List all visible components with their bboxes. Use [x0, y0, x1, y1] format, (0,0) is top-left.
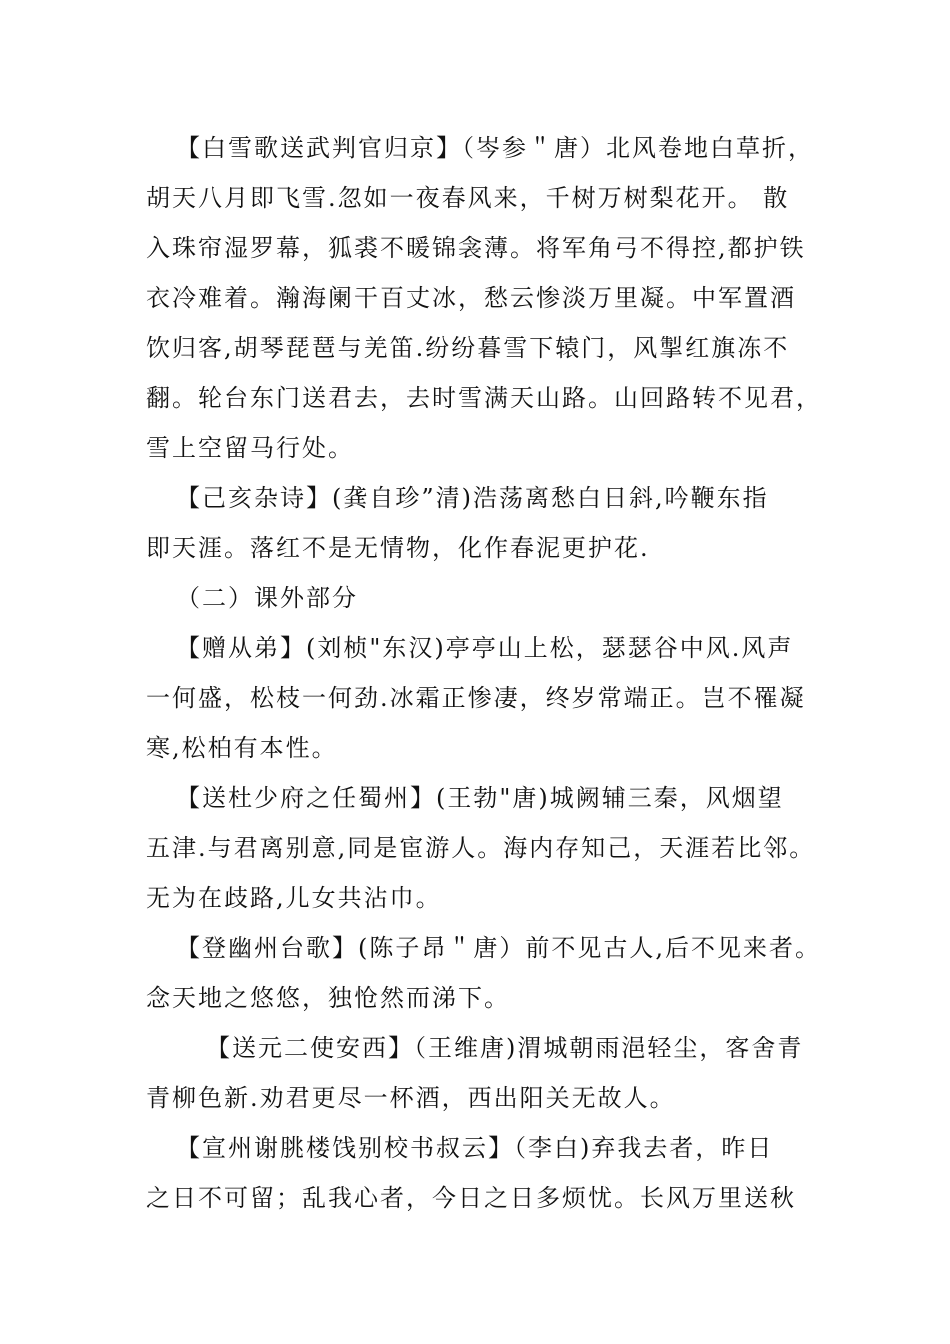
text-line: 雪上空留马行处。 — [146, 434, 354, 462]
section-heading: （二）课外部分 — [176, 584, 358, 612]
text-line: 一何盛，松枝一何劲.冰霜正惨凄，终岁常端正。岂不罹凝 — [146, 684, 806, 712]
text-line: 【宣州谢朓楼饯别校书叔云】（李白)弃我去者，昨日 — [176, 1134, 774, 1162]
text-line: 【己亥杂诗】(龚自珍”清)浩荡离愁白日斜,吟鞭东指 — [176, 484, 769, 512]
text-line: 五津.与君离别意,同是宦游人。海内存知己，天涯若比邻。 — [146, 834, 816, 862]
text-line: 之日不可留；乱我心者，今日之日多烦忧。长风万里送秋 — [146, 1184, 796, 1212]
text-line: 胡天八月即飞雪.忽如一夜春风来，千树万树梨花开。 散 — [146, 184, 790, 212]
text-line: 青柳色新.劝君更尽一杯酒，西出阳关无故人。 — [146, 1084, 676, 1112]
text-line: 衣冷难着。瀚海阑干百丈冰，愁云惨淡万里凝。中军置酒 — [146, 284, 796, 312]
text-line: 念天地之悠悠，独怆然而涕下。 — [146, 984, 510, 1012]
text-line: 饮归客,胡琴琵琶与羌笛.纷纷暮雪下辕门，风掣红旗冻不 — [146, 334, 790, 362]
text-line: 【送杜少府之任蜀州】(王勃"唐)城阙辅三秦，风烟望 — [176, 784, 784, 812]
text-line: 入珠帘湿罗幕，狐裘不暖锦衾薄。将军角弓不得控,都护铁 — [146, 234, 806, 262]
text-line: 即天涯。落红不是无情物，化作春泥更护花. — [146, 534, 650, 562]
text-line: 无为在歧路,儿女共沾巾。 — [146, 884, 442, 912]
text-line: 【送元二使安西】（王维唐)渭城朝雨浥轻尘，客舍青 — [206, 1034, 804, 1062]
text-line: 【赠从弟】(刘桢"东汉)亭亭山上松，瑟瑟谷中风.风声 — [176, 634, 794, 662]
text-line: 【登幽州台歌】(陈子昂＂唐）前不见古人,后不见来者。 — [176, 934, 821, 962]
text-line: 【白雪歌送武判官归京】（岑参＂唐）北风卷地白草折， — [176, 134, 814, 162]
text-line: 翻。轮台东门送君去，去时雪满天山路。山回路转不见君， — [146, 384, 822, 412]
text-line: 寒,松柏有本性。 — [146, 734, 338, 762]
